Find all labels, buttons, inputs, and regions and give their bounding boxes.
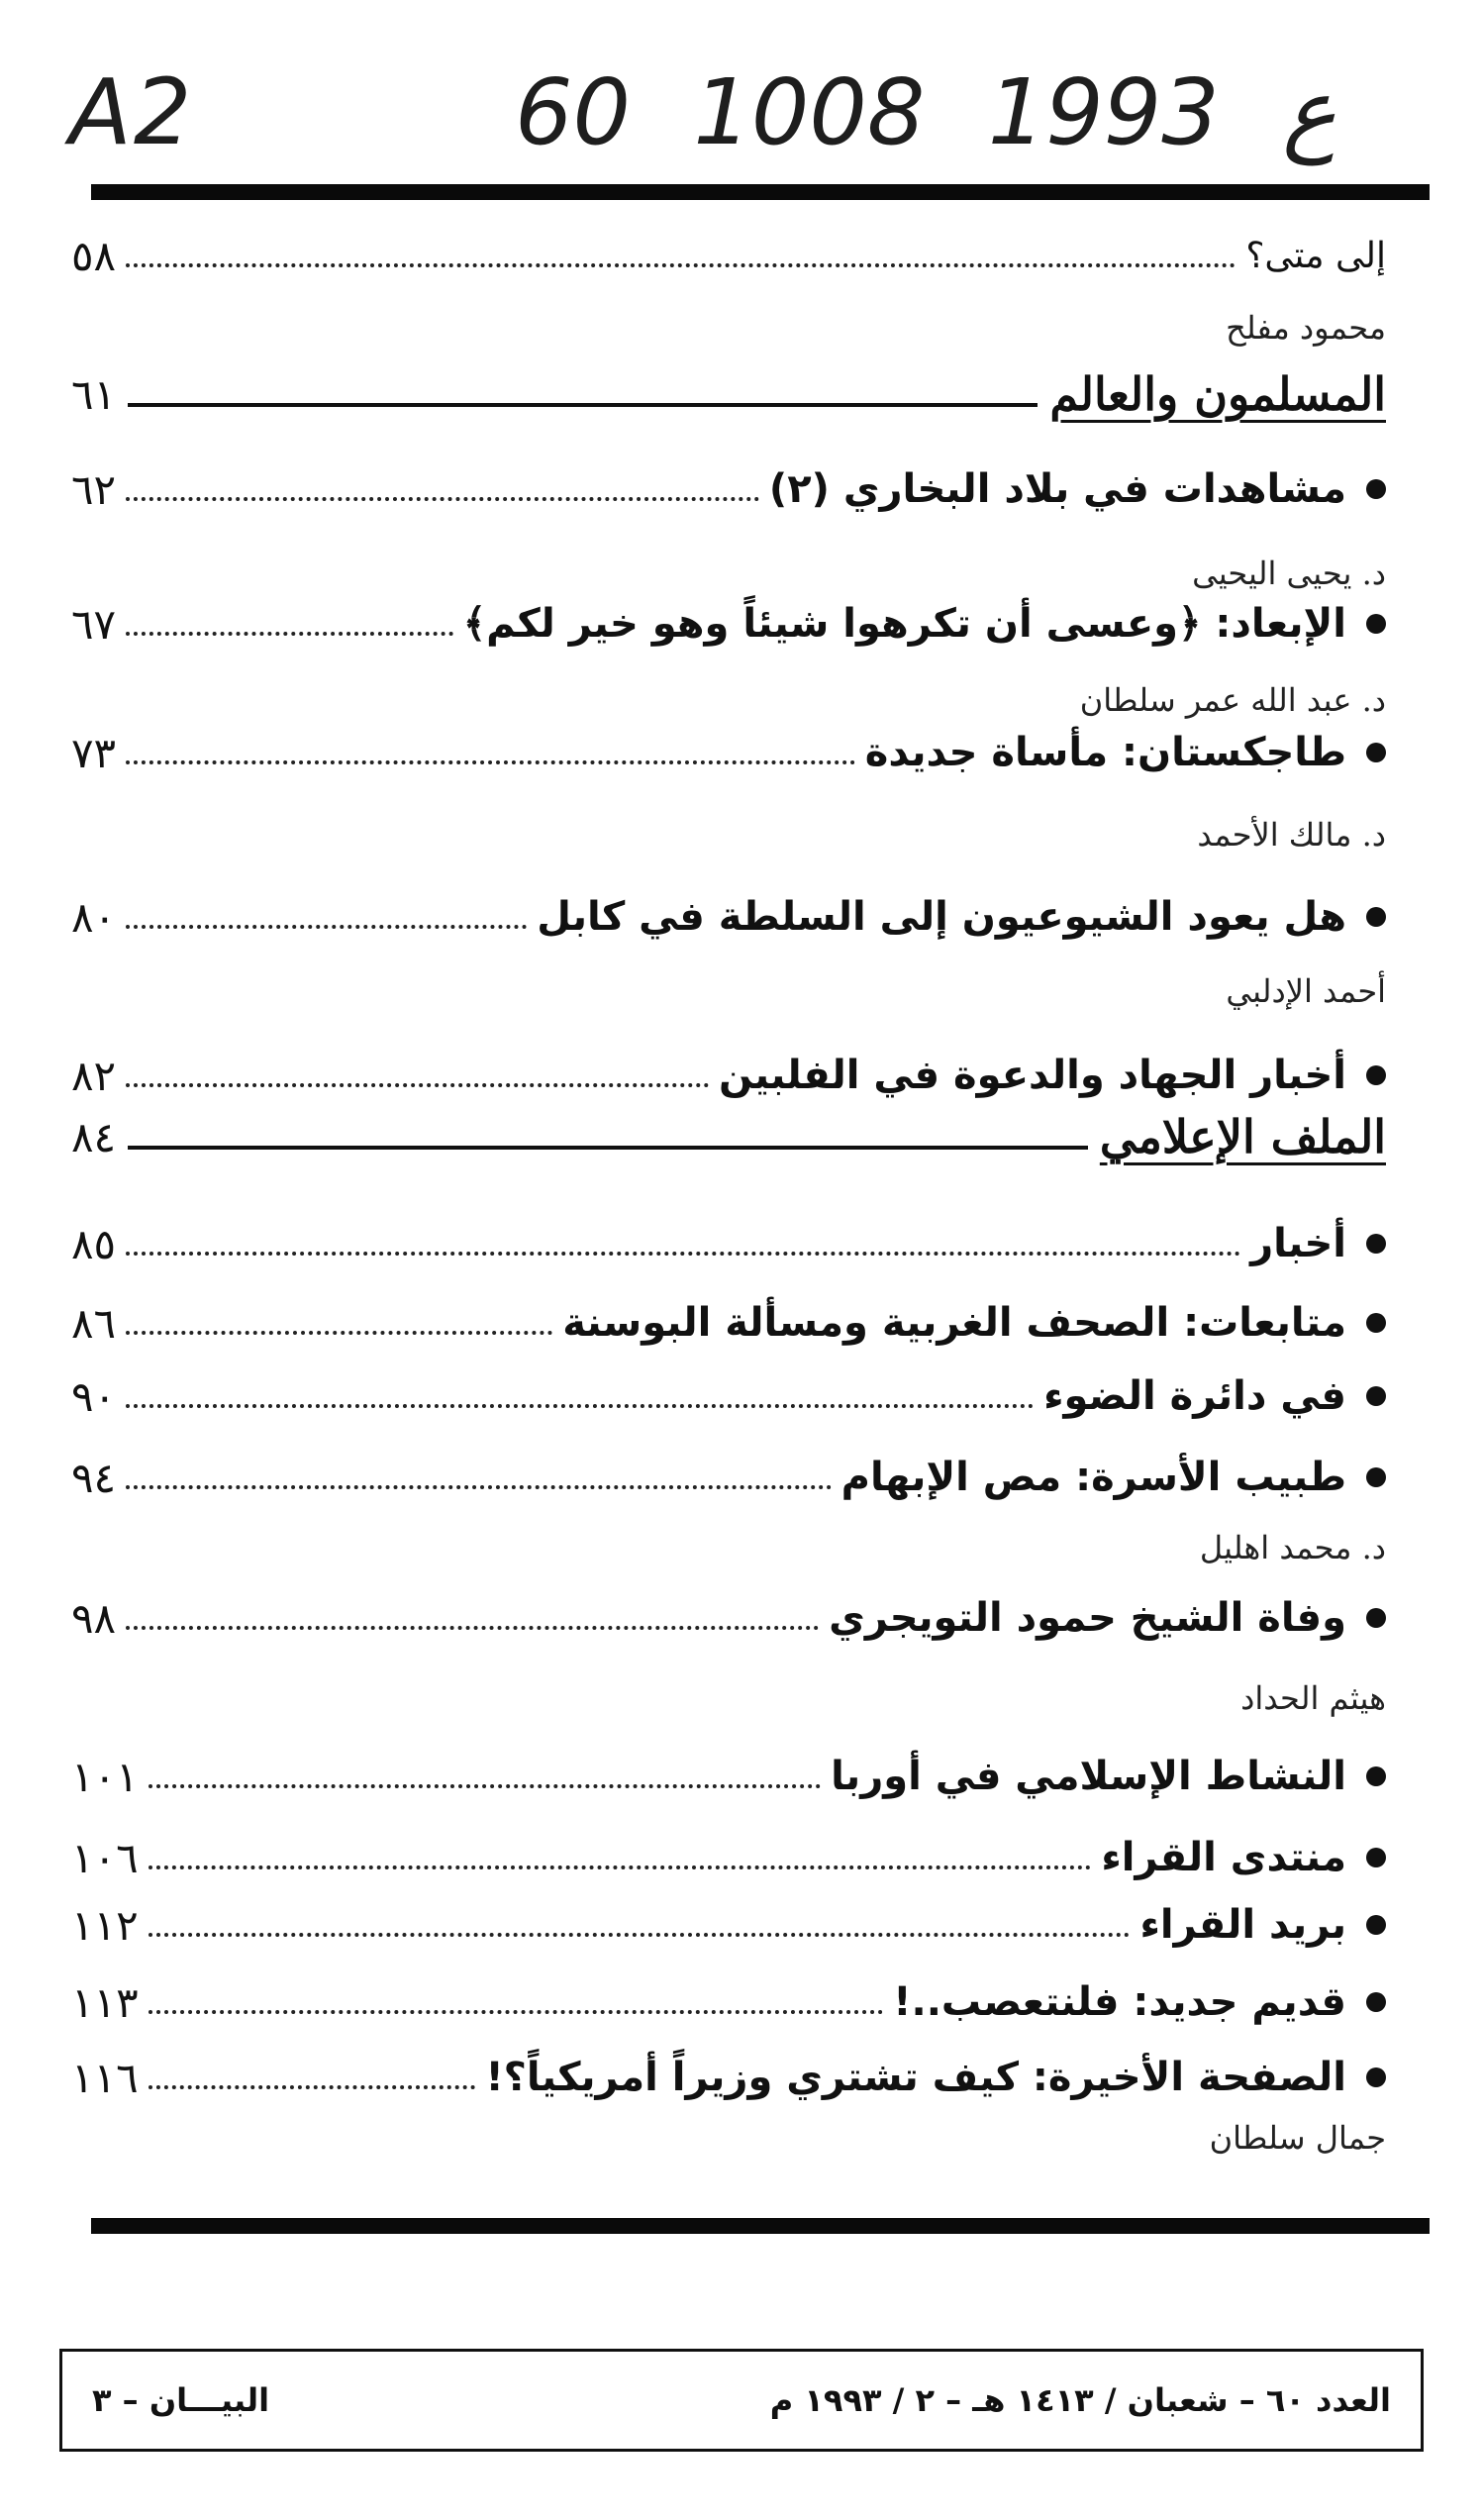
page-number: ٦٧ — [71, 599, 117, 649]
page-number: ١١٢ — [71, 1900, 139, 1950]
page-number: ٨٤ — [71, 1112, 117, 1161]
bullet-icon — [1366, 614, 1386, 634]
toc-entry — [71, 588, 1386, 659]
page-number: ٧٣ — [71, 728, 117, 777]
dot-leader — [126, 1394, 1034, 1408]
toc-entry — [71, 1208, 1386, 1279]
author-name: د. يحيى اليحيى — [1192, 554, 1386, 592]
page-number: ٨٥ — [71, 1219, 117, 1268]
entry-title: النشاط الإسلامي في أوربا — [831, 1754, 1346, 1799]
page-number: ٨٠ — [71, 892, 117, 942]
author-name: هيثم الحداد — [1240, 1679, 1386, 1717]
entry-title: في دائرة الضوء — [1043, 1373, 1346, 1419]
bullet-icon — [1366, 907, 1386, 927]
section-line — [128, 1146, 1088, 1150]
bullet-icon — [1366, 743, 1386, 762]
author-name: د. عبد الله عمر سلطان — [1079, 681, 1386, 719]
entry-title: طاجكستان: مأساة جديدة — [864, 730, 1346, 775]
author-name: جمال سلطان — [1209, 2119, 1386, 2157]
magazine-page: البيـــان – ٣ — [92, 2381, 270, 2419]
top-rule — [91, 184, 1430, 200]
dot-leader — [148, 2075, 476, 2089]
entry-title: قديم جديد: فلنتعصب..! — [893, 1979, 1346, 2025]
author-name: أحمد الإدلبي — [1226, 972, 1386, 1010]
bullet-icon — [1366, 1608, 1386, 1628]
page-number: ٦١ — [71, 369, 117, 419]
bottom-rule — [91, 2218, 1430, 2234]
page-number: ٦٢ — [71, 464, 117, 514]
page-number: ٩٨ — [71, 1593, 117, 1643]
toc-entry — [71, 1822, 1386, 1893]
toc-entry — [71, 2042, 1386, 2113]
section-heading — [71, 1101, 1386, 1172]
toc-entry — [71, 1966, 1386, 2038]
entry-title: طبيب الأسرة: مص الإبهام — [840, 1455, 1346, 1500]
toc-entry — [71, 881, 1386, 953]
page-number: ١٠١ — [71, 1752, 139, 1801]
page-number: ٩٠ — [71, 1371, 117, 1421]
entry-title: إلى متى؟ — [1245, 235, 1386, 276]
toc-entry — [71, 454, 1386, 525]
author-name: د. محمد اهليل — [1199, 1529, 1386, 1566]
toc-entry — [71, 1889, 1386, 1961]
dot-leader — [148, 1856, 1092, 1869]
page-number: ١١٦ — [71, 2053, 139, 2102]
handwritten-note-right: 60 ع 1993 1008 — [515, 59, 1336, 165]
section-title: الملف الإعلامي — [1099, 1110, 1386, 1163]
page-number: ١٠٦ — [71, 1833, 139, 1882]
dot-leader — [126, 1475, 832, 1489]
dot-leader — [126, 487, 759, 501]
toc-entry — [71, 220, 1386, 291]
entry-title: وفاة الشيخ حمود التويجري — [829, 1595, 1346, 1641]
dot-leader — [126, 915, 527, 929]
bullet-icon — [1366, 1234, 1386, 1254]
entry-title: مشاهدات في بلاد البخاري (٢) — [768, 466, 1346, 512]
bullet-icon — [1366, 1313, 1386, 1333]
bullet-icon — [1366, 1065, 1386, 1085]
toc-entry — [71, 717, 1386, 788]
issue-info: العدد ٦٠ – شعبان / ١٤١٣ هـ – ٢ / ١٩٩٣ م — [769, 2381, 1391, 2419]
page-number: ٨٦ — [71, 1298, 117, 1348]
entry-title: منتدى القراء — [1101, 1835, 1346, 1880]
toc-entry — [71, 1361, 1386, 1432]
dot-leader — [126, 1242, 1240, 1256]
entry-title: هل يعود الشيوعيون إلى السلطة في كابل — [537, 894, 1346, 940]
bullet-icon — [1366, 1386, 1386, 1406]
dot-leader — [126, 1616, 819, 1630]
dot-leader — [148, 1923, 1131, 1937]
page-number: ١١٣ — [71, 1977, 139, 2027]
bullet-icon — [1366, 2067, 1386, 2087]
dot-leader — [148, 1774, 821, 1788]
dot-leader — [148, 2000, 884, 2014]
entry-title: الإبعاد: ﴿وعسى أن تكرهوا شيئاً وهو خير لكم﴾ — [462, 601, 1346, 647]
bullet-icon — [1366, 1766, 1386, 1786]
dot-leader — [126, 751, 855, 764]
toc-entry — [71, 1442, 1386, 1513]
handwritten-note-left: A2 — [69, 59, 194, 165]
bullet-icon — [1366, 1992, 1386, 2012]
author-name: محمود مفلح — [1226, 309, 1386, 347]
page-number: ٨٢ — [71, 1051, 117, 1100]
dot-leader — [126, 1321, 552, 1335]
toc-entry — [71, 1287, 1386, 1359]
toc-entry — [71, 1741, 1386, 1812]
toc-entry — [71, 1582, 1386, 1654]
footer-box — [59, 2349, 1424, 2452]
bullet-icon — [1366, 1467, 1386, 1487]
bullet-icon — [1366, 479, 1386, 499]
entry-title: متابعات: الصحف الغربية ومسألة البوسنة — [562, 1300, 1346, 1346]
section-title: المسلمون والعالم — [1049, 367, 1386, 421]
page-number: ٩٤ — [71, 1453, 117, 1502]
entry-title: الصفحة الأخيرة: كيف تشتري وزيراً أمريكياً؟! — [485, 2055, 1346, 2100]
bullet-icon — [1366, 1848, 1386, 1867]
dot-leader — [126, 1073, 709, 1087]
author-name: د. مالك الأحمد — [1197, 816, 1386, 854]
entry-title: أخبار — [1250, 1221, 1346, 1266]
entry-title: أخبار الجهاد والدعوة في الفلبين — [718, 1053, 1346, 1098]
entry-title: بريد القراء — [1139, 1902, 1346, 1948]
page-number: ٥٨ — [71, 231, 117, 280]
dot-leader — [126, 622, 453, 636]
section-line — [128, 403, 1038, 407]
section-heading — [71, 358, 1386, 430]
dot-leader — [126, 253, 1236, 267]
bullet-icon — [1366, 1915, 1386, 1935]
